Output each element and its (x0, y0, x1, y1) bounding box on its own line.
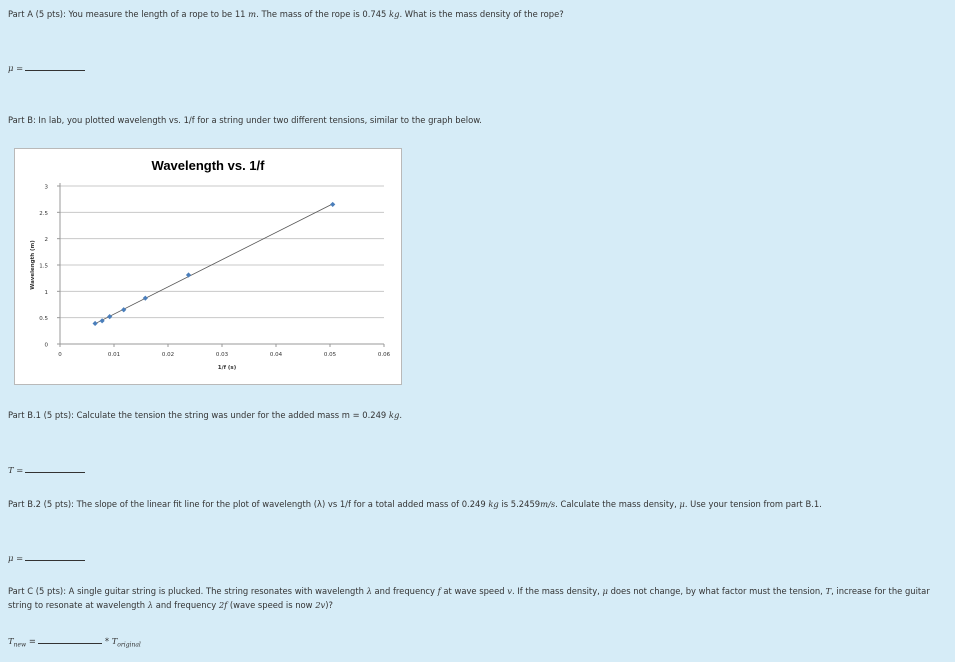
part-c-text-5: does not change, by what factor must the tension, (607, 586, 826, 596)
part-c-text-2: and frequency (371, 586, 438, 596)
data-point (330, 202, 335, 207)
x-tick-label: 0.02 (161, 352, 175, 358)
part-b1-answer-blank[interactable] (25, 464, 85, 473)
part-b1-answer-label: T = (8, 465, 24, 475)
part-c-f: f (437, 586, 441, 596)
part-b2-text-4: . Use your tension from part B.1. (684, 499, 822, 509)
y-tick-label: 0 (44, 342, 48, 349)
chart-title: Wavelength vs. 1/f (151, 158, 265, 173)
part-c-answer-T-orig: T (111, 636, 118, 646)
y-axis-label: Wavelength (m) (30, 240, 36, 290)
part-c-text-1: Part C (5 pts): A single guitar string is plucked. The string resonates with wavelength (8, 586, 367, 596)
part-b-question: Part B: In lab, you plotted wavelength vs. 1/f for a string under two different tensions, similar to the graph below. (8, 115, 482, 125)
x-tick-label: 0 (58, 352, 62, 358)
part-b1-text-2: . (399, 410, 402, 420)
part-c-answer-star: * (104, 636, 110, 646)
part-b2-unit-ms: m/s (540, 499, 556, 509)
part-c-text-4: . If the mass density, (511, 586, 603, 596)
part-c-lambda-2: λ (147, 600, 154, 610)
part-a-unit-m: m (248, 9, 257, 19)
part-b2-mu: μ (679, 499, 685, 509)
part-b2-text-2: is 5.2459 (498, 499, 541, 509)
part-b1-text-1: Part B.1 (5 pts): Calculate the tension the string was under for the added mass m = 0.249 (8, 410, 389, 420)
x-axis-label: 1/f (s) (217, 365, 237, 371)
part-c-answer-row (8, 635, 141, 649)
y-tick-label: 1 (44, 289, 48, 296)
part-c-text-3: at wave speed (440, 586, 508, 596)
y-tick-label: 2.5 (39, 210, 48, 217)
part-c-text-9: )? (325, 600, 333, 610)
part-c-answer-sub-orig: original (117, 641, 141, 649)
part-b2-answer-row (8, 552, 85, 563)
chart-svg (15, 149, 401, 384)
part-c-answer-blank[interactable] (38, 635, 102, 644)
part-b2-answer-blank[interactable] (25, 552, 85, 561)
part-b2-unit-kg: kg (488, 499, 499, 509)
part-b2-text-3: . Calculate the mass density, (555, 499, 680, 509)
wavelength-chart (14, 148, 402, 385)
data-point (143, 296, 148, 301)
part-b1-question (8, 410, 402, 420)
x-tick-label: 0.05 (323, 352, 337, 358)
part-a-text-2: . The mass of the rope is 0.745 (256, 9, 390, 19)
part-c-2f: 2f (218, 600, 228, 610)
part-b2-answer-label: μ = (8, 553, 24, 563)
y-tick-label: 0.5 (39, 316, 48, 323)
part-c-text-6: , increase for the guitar string to resonate at wavelength (8, 586, 930, 610)
part-c-mu: μ (602, 586, 608, 596)
part-c-v: v (507, 586, 512, 596)
part-a-answer-blank[interactable] (25, 62, 85, 71)
part-b2-text-1: Part B.2 (5 pts): The slope of the linear fit line for the plot of wavelength (λ) vs 1/f for a total added mass of 0.249 (8, 499, 489, 509)
part-a-text-3: . What is the mass density of the rope? (399, 9, 564, 19)
part-c-2v: 2v (315, 600, 326, 610)
part-c-text-8: (wave speed is now (227, 600, 316, 610)
part-c-T: T (825, 586, 832, 596)
data-point (186, 272, 191, 277)
y-tick-label: 3 (44, 184, 48, 191)
data-point (107, 314, 112, 319)
part-c-answer-sub-new: new (13, 641, 27, 649)
x-tick-label: 0.01 (107, 352, 121, 358)
part-b1-unit: kg (388, 410, 400, 420)
part-c-answer-eq: = (26, 636, 36, 646)
part-b2-question (8, 499, 822, 509)
trendline (95, 204, 333, 324)
part-c-text-7: and frequency (153, 600, 219, 610)
part-a-question (8, 9, 564, 19)
part-c-question (8, 584, 938, 612)
y-tick-label: 2 (44, 237, 48, 244)
part-c-answer-T: T (8, 636, 14, 646)
part-b1-answer-row (8, 464, 85, 475)
x-tick-label: 0.06 (377, 352, 391, 358)
y-tick-label: 1.5 (39, 263, 48, 270)
part-a-answer-label: μ = (8, 63, 24, 73)
x-tick-label: 0.04 (269, 352, 283, 358)
data-point (93, 321, 98, 326)
part-a-unit-kg: kg (389, 9, 400, 19)
x-tick-label: 0.03 (215, 352, 229, 358)
part-a-text-1: Part A (5 pts): You measure the length of a rope to be 11 (8, 9, 249, 19)
part-c-lambda: λ (366, 586, 372, 596)
part-a-answer-row (8, 62, 85, 73)
